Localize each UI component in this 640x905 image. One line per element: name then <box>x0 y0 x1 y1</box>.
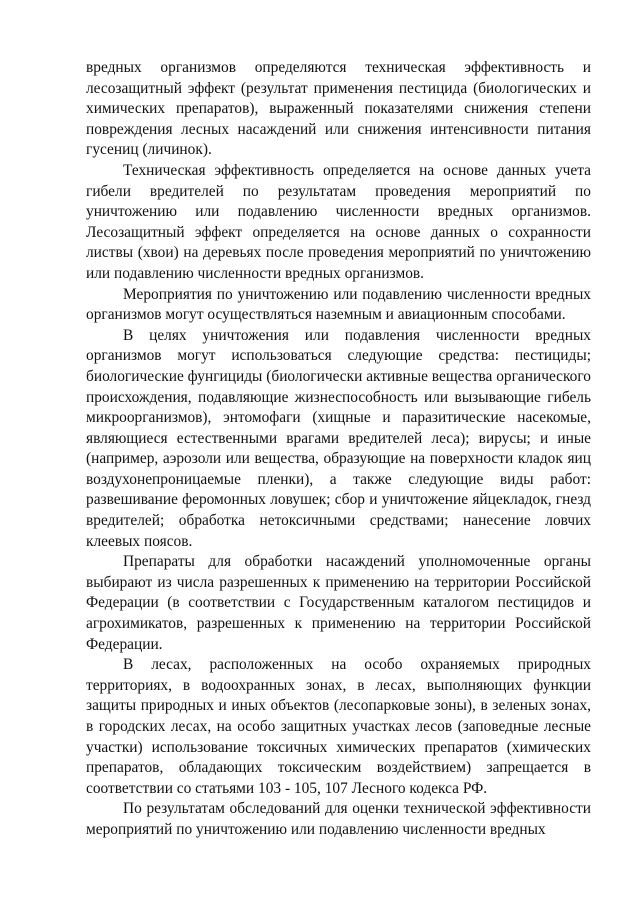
paragraph-means: В целях уничтожения или подавления численности вредных организмов могут использоваться следующие средства: пестициды; биологические фунгициды (биологически активные вещества органического происхождения, подавляющие жизнеспособность или вызывающие гибель микроорганизмов), энтомофаги (хищные и паразитические насекомые, являющиеся естественными врагами вредителей леса); вирусы; и иные (например, аэрозоли или вещества, образующие на поверхности кладок яиц воздухонепроницаемые пленки), а также следующие виды работ: развешивание феромонных ловушек; сбор и уничтожение яйцекладок, гнезд вредителей; обработка нетоксичными средствами; нанесение ловчих клеевых поясов. <box>86 326 591 550</box>
paragraph-technical-efficiency: Техническая эффективность определяется на основе данных учета гибели вредителей по результатам проведения мероприятий по уничтожению или подавлению численности вредных организмов. Лесозащитный эффект определяется на основе данных о сохранности листвы (хвои) на деревьях после проведения мероприятий по уничтожению или подавлению численности вредных организмов. <box>86 161 591 282</box>
paragraph-efficiency-continuation: вредных организмов определяются техническая эффективность и лесозащитный эффект (результат применения пестицида (биологических и химических препаратов), выраженный показателями снижения степени повреждения лесных насаждений или снижения интенсивности питания гусениц (личинок). <box>86 59 591 159</box>
paragraph-preparations: Препараты для обработки насаждений уполномоченные органы выбирают из числа разрешенных к применению на территории Российской Федерации (в соответствии с Государственным каталогом пестицидов и агрохимикатов, разрешенных к применению на территории Российской Федерации. <box>86 553 591 653</box>
paragraph-survey-results: По результатам обследований для оценки технической эффективности мероприятий по уничтожению или подавлению численности вредных <box>86 800 591 838</box>
paragraph-methods: Мероприятия по уничтожению или подавлению численности вредных организмов могут осуществляться наземным и авиационным способами. <box>86 285 591 324</box>
paragraph-protected-areas: В лесах, расположенных на особо охраняемых природных территориях, в водоохранных зонах, в лесах, выполняющих функции защиты природных и иных объектов (лесопарковые зоны), в зеленых зонах, в городских лесах, на особо защитных участках лесов (заповедные лесные участки) использование токсичных химических препаратов (химических препаратов, обладающих токсическим воздействием) запрещается в соответствии со статьями 103 - 105, 107 Лесного кодекса РФ. <box>86 656 591 797</box>
